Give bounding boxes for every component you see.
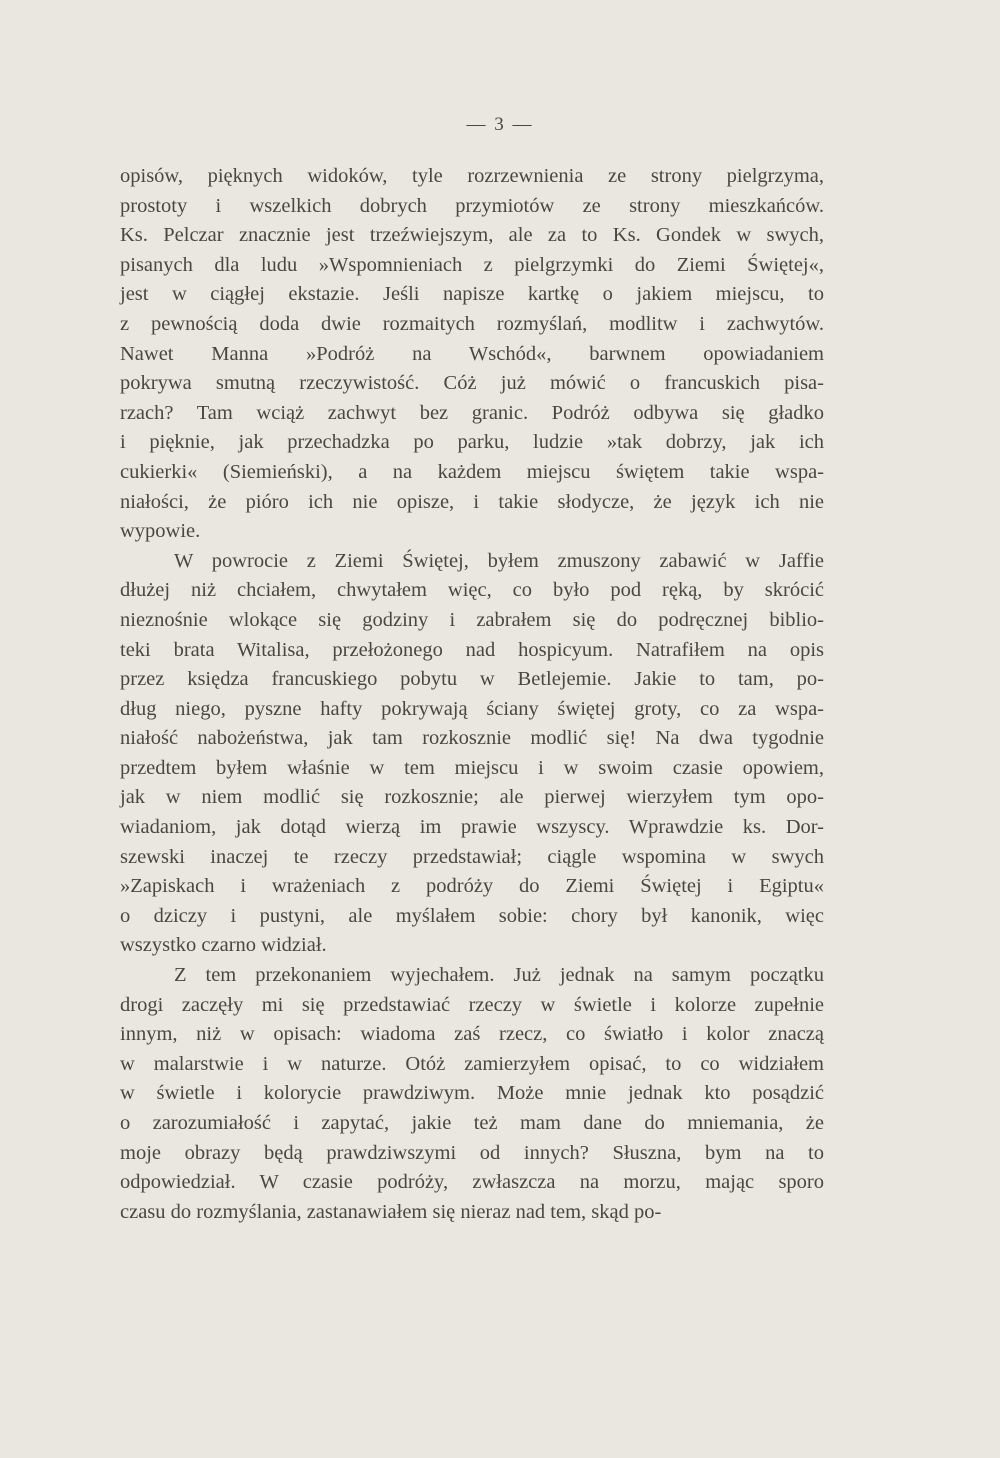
- text-line: pokrywa smutną rzeczywistość. Cóż już mówić o francuskich pisa-: [120, 372, 824, 395]
- text-line: »Zapiskach i wrażeniach z podróży do Ziemi Świętej i Egiptu«: [120, 875, 824, 898]
- page-number: — 3 —: [466, 114, 534, 135]
- text-line: wszystko czarno widział.: [120, 934, 327, 957]
- text-line: jest w ciągłej ekstazie. Jeśli napisze kartkę o jakiem miejscu, to: [120, 283, 824, 306]
- paragraph: [120, 162, 824, 547]
- text-line: i pięknie, jak przechadzka po parku, ludzie »tak dobrzy, jak ich: [120, 431, 824, 454]
- text-line: przedtem byłem właśnie w tem miejscu i w swoim czasie opowiem,: [120, 756, 824, 779]
- text-line: dłużej niż chciałem, chwytałem więc, co było pod ręką, by skrócić: [120, 579, 824, 602]
- text-line: szewski inaczej te rzeczy przedstawiał; ciągle wspomina w swych: [120, 845, 824, 868]
- text-line: wiadaniom, jak dotąd wierzą im prawie wszyscy. Wprawdzie ks. Dor-: [120, 816, 824, 839]
- text-line: rzach? Tam wciąż zachwyt bez granic. Podróż odbywa się gładko: [120, 401, 824, 424]
- text-line: dług niego, pyszne hafty pokrywają ściany świętej groty, co za wspa-: [120, 697, 824, 720]
- text-line: jak w niem modlić się rozkosznie; ale pierwej wierzyłem tym opo-: [120, 786, 824, 809]
- text-line: prostoty i wszelkich dobrych przymiotów ze strony mieszkańców.: [120, 194, 824, 217]
- text-line: odpowiedział. W czasie podróży, zwłaszcza na morzu, mając sporo: [120, 1171, 824, 1194]
- text-line: z pewnością doda dwie rozmaitych rozmyślań, modlitw i zachwytów.: [120, 312, 824, 335]
- text-line: Nawet Manna »Podróż na Wschód«, barwnem opowiadaniem: [120, 342, 824, 365]
- text-line: teki brata Witalisa, przełożonego nad hospicyum. Natrafiłem na opis: [120, 638, 824, 661]
- text-line: o zarozumiałość i zapytać, jakie też mam dane do mniemania, że: [120, 1112, 824, 1134]
- text-line: Ks. Pelczar znacznie jest trzeźwiejszym, ale za to Ks. Gondek w swych,: [120, 224, 824, 247]
- text-line: o dziczy i pustyni, ale myślałem sobie: chory był kanonik, więc: [120, 904, 824, 927]
- body-text: [120, 162, 824, 1227]
- paragraph: [120, 547, 824, 961]
- text-line: cukierki« (Siemieński), a na każdem miejscu świętem takie wspa-: [120, 460, 824, 483]
- text-line: w malarstwie i w naturze. Otóż zamierzyłem opisać, to co widziałem: [120, 1052, 824, 1075]
- text-line: czasu do rozmyślania, zastanawiałem się nieraz nad tem, skąd po-: [120, 1200, 662, 1223]
- text-line: innym, niż w opisach: wiadoma zaś rzecz, co światło i kolor znaczą: [120, 1023, 824, 1046]
- paragraph: [120, 961, 824, 1227]
- text-line: moje obrazy będą prawdziwszymi od innych? Słuszna, bym na to: [120, 1141, 824, 1164]
- text-line: pisanych dla ludu »Wspomnieniach z pielgrzymki do Ziemi Świętej«,: [120, 253, 824, 276]
- text-line: Z tem przekonaniem wyjechałem. Już jednak na samym początku: [174, 964, 824, 987]
- text-line: w świetle i kolorycie prawdziwym. Może mnie jednak kto posądzić: [120, 1082, 824, 1105]
- text-line: wypowie.: [120, 520, 201, 543]
- text-line: niałość nabożeństwa, jak tam rozkosznie modlić się! Na dwa tygodnie: [120, 727, 824, 750]
- text-line: niałości, że pióro ich nie opisze, i takie słodycze, że język ich nie: [120, 490, 824, 513]
- text-line: nieznośnie wlokące się godziny i zabrałem się do podręcznej biblio-: [120, 608, 824, 631]
- text-line: przez księdza francuskiego pobytu w Betlejemie. Jakie to tam, po-: [120, 668, 824, 691]
- text-line: drogi zaczęły mi się przedstawiać rzeczy w świetle i kolorze zupełnie: [120, 993, 824, 1016]
- text-line: opisów, pięknych widoków, tyle rozrzewnienia ze strony pielgrzyma,: [120, 165, 824, 187]
- text-line: W powrocie z Ziemi Świętej, byłem zmuszony zabawić w Jaffie: [174, 549, 824, 572]
